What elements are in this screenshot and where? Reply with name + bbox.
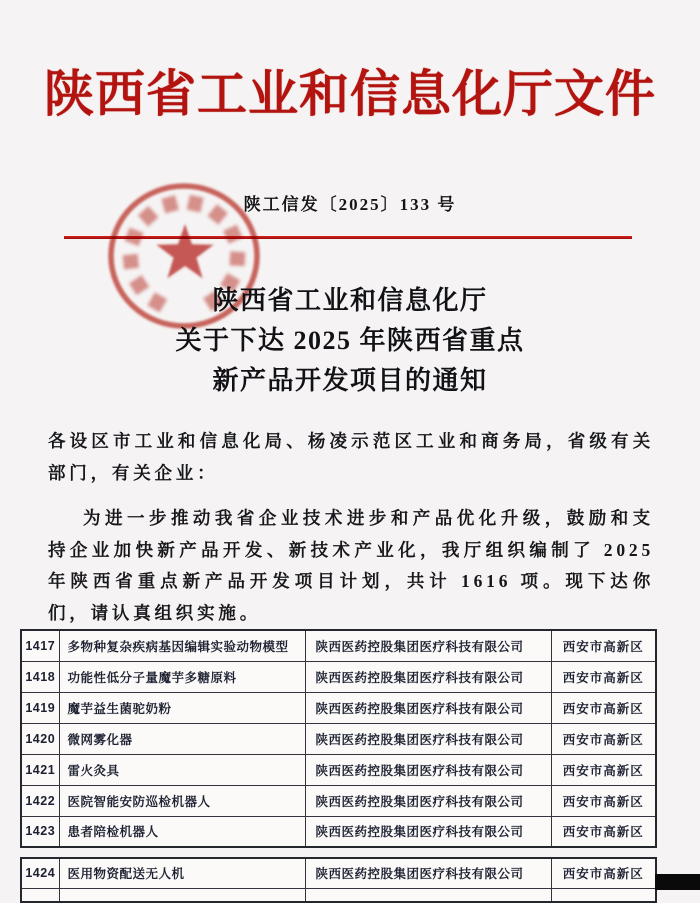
- cell-district: 西安市高新区: [551, 754, 656, 785]
- table-row: [21, 858, 656, 888]
- project-table-segment-2: [20, 857, 657, 903]
- cell-project-number: 1420: [21, 723, 59, 754]
- cell-company-name: 陕西医药控股集团医疗科技有限公司: [305, 816, 551, 847]
- table-row: [21, 816, 656, 847]
- scan-corner-artifact: [655, 874, 700, 890]
- cell-product-name: 医院智能安防巡检机器人: [59, 785, 305, 816]
- table-row: [21, 723, 656, 754]
- cell-district: 西安市高新区: [551, 785, 656, 816]
- notice-title-line: 陕西省工业和信息化厅: [212, 286, 488, 315]
- cell-company-name: 陕西医药控股集团医疗科技有限公司: [305, 858, 551, 888]
- notice-title-line: 关于下达 2025 年陕西省重点: [175, 326, 525, 355]
- table-row: [21, 692, 656, 723]
- cell-company-name: 陕西医药控股集团医疗科技有限公司: [305, 754, 551, 785]
- cell-product-name: 医用物资配送无人机: [59, 858, 305, 888]
- table-row: [21, 630, 656, 661]
- cell-company-name: 陕西医药控股集团医疗科技有限公司: [305, 630, 551, 661]
- letterhead-title: 陕西省工业和信息化厅文件: [44, 66, 656, 122]
- cell-product-name: 功能性低分子量魔芋多糖原料: [59, 661, 305, 692]
- cell-project-number: 1419: [21, 692, 59, 723]
- cell-district: 西安市高新区: [551, 661, 656, 692]
- table-row: [21, 785, 656, 816]
- cell-company-name: 陕西医药控股集团医疗科技有限公司: [305, 661, 551, 692]
- cell-product-name: 魔芋益生菌驼奶粉: [59, 692, 305, 723]
- salutation-text: 各设区市工业和信息化局、杨凌示范区工业和商务局，省级有关部门，有关企业：: [48, 431, 654, 483]
- cell-district: 西安市高新区: [551, 692, 656, 723]
- cell-project-number: 1417: [21, 630, 59, 661]
- table-row-partial: [21, 888, 656, 902]
- cell-product-name: 微网雾化器: [59, 723, 305, 754]
- document-number: 陕工信发〔2025〕133 号: [243, 195, 457, 214]
- cell-product-name: 患者陪检机器人: [59, 816, 305, 847]
- cell-project-number: 1418: [21, 661, 59, 692]
- table-row: [21, 754, 656, 785]
- cell-district: 西安市高新区: [551, 723, 656, 754]
- project-table-segment-1: [20, 629, 657, 848]
- cell-project-number: 1421: [21, 754, 59, 785]
- cell-project-number: 1422: [21, 785, 59, 816]
- cell-company-name: 陕西医药控股集团医疗科技有限公司: [305, 692, 551, 723]
- notice-title-line: 新产品开发项目的通知: [212, 366, 488, 395]
- cell-project-number: 1424: [21, 858, 59, 888]
- cell-district: 西安市高新区: [551, 816, 656, 847]
- cell-project-number: 1423: [21, 816, 59, 847]
- cell-company-name: 陕西医药控股集团医疗科技有限公司: [305, 723, 551, 754]
- cell-district: 西安市高新区: [551, 630, 656, 661]
- cell-product-name: 多物种复杂疾病基因编辑实验动物模型: [59, 630, 305, 661]
- cell-company-name: 陕西医药控股集团医疗科技有限公司: [305, 785, 551, 816]
- cell-district: 西安市高新区: [551, 858, 656, 888]
- body-paragraph: 为进一步推动我省企业技术进步和产品优化升级，鼓励和支持企业加快新产品开发、新技术产业化，我厅组织编制了 2025 年陕西省重点新产品开发项目计划，共计 1616 项。现下达你们，请认真组织实施。: [48, 508, 654, 623]
- cell-product-name: 雷火灸具: [59, 754, 305, 785]
- table-row: [21, 661, 656, 692]
- notice-title: [0, 281, 700, 401]
